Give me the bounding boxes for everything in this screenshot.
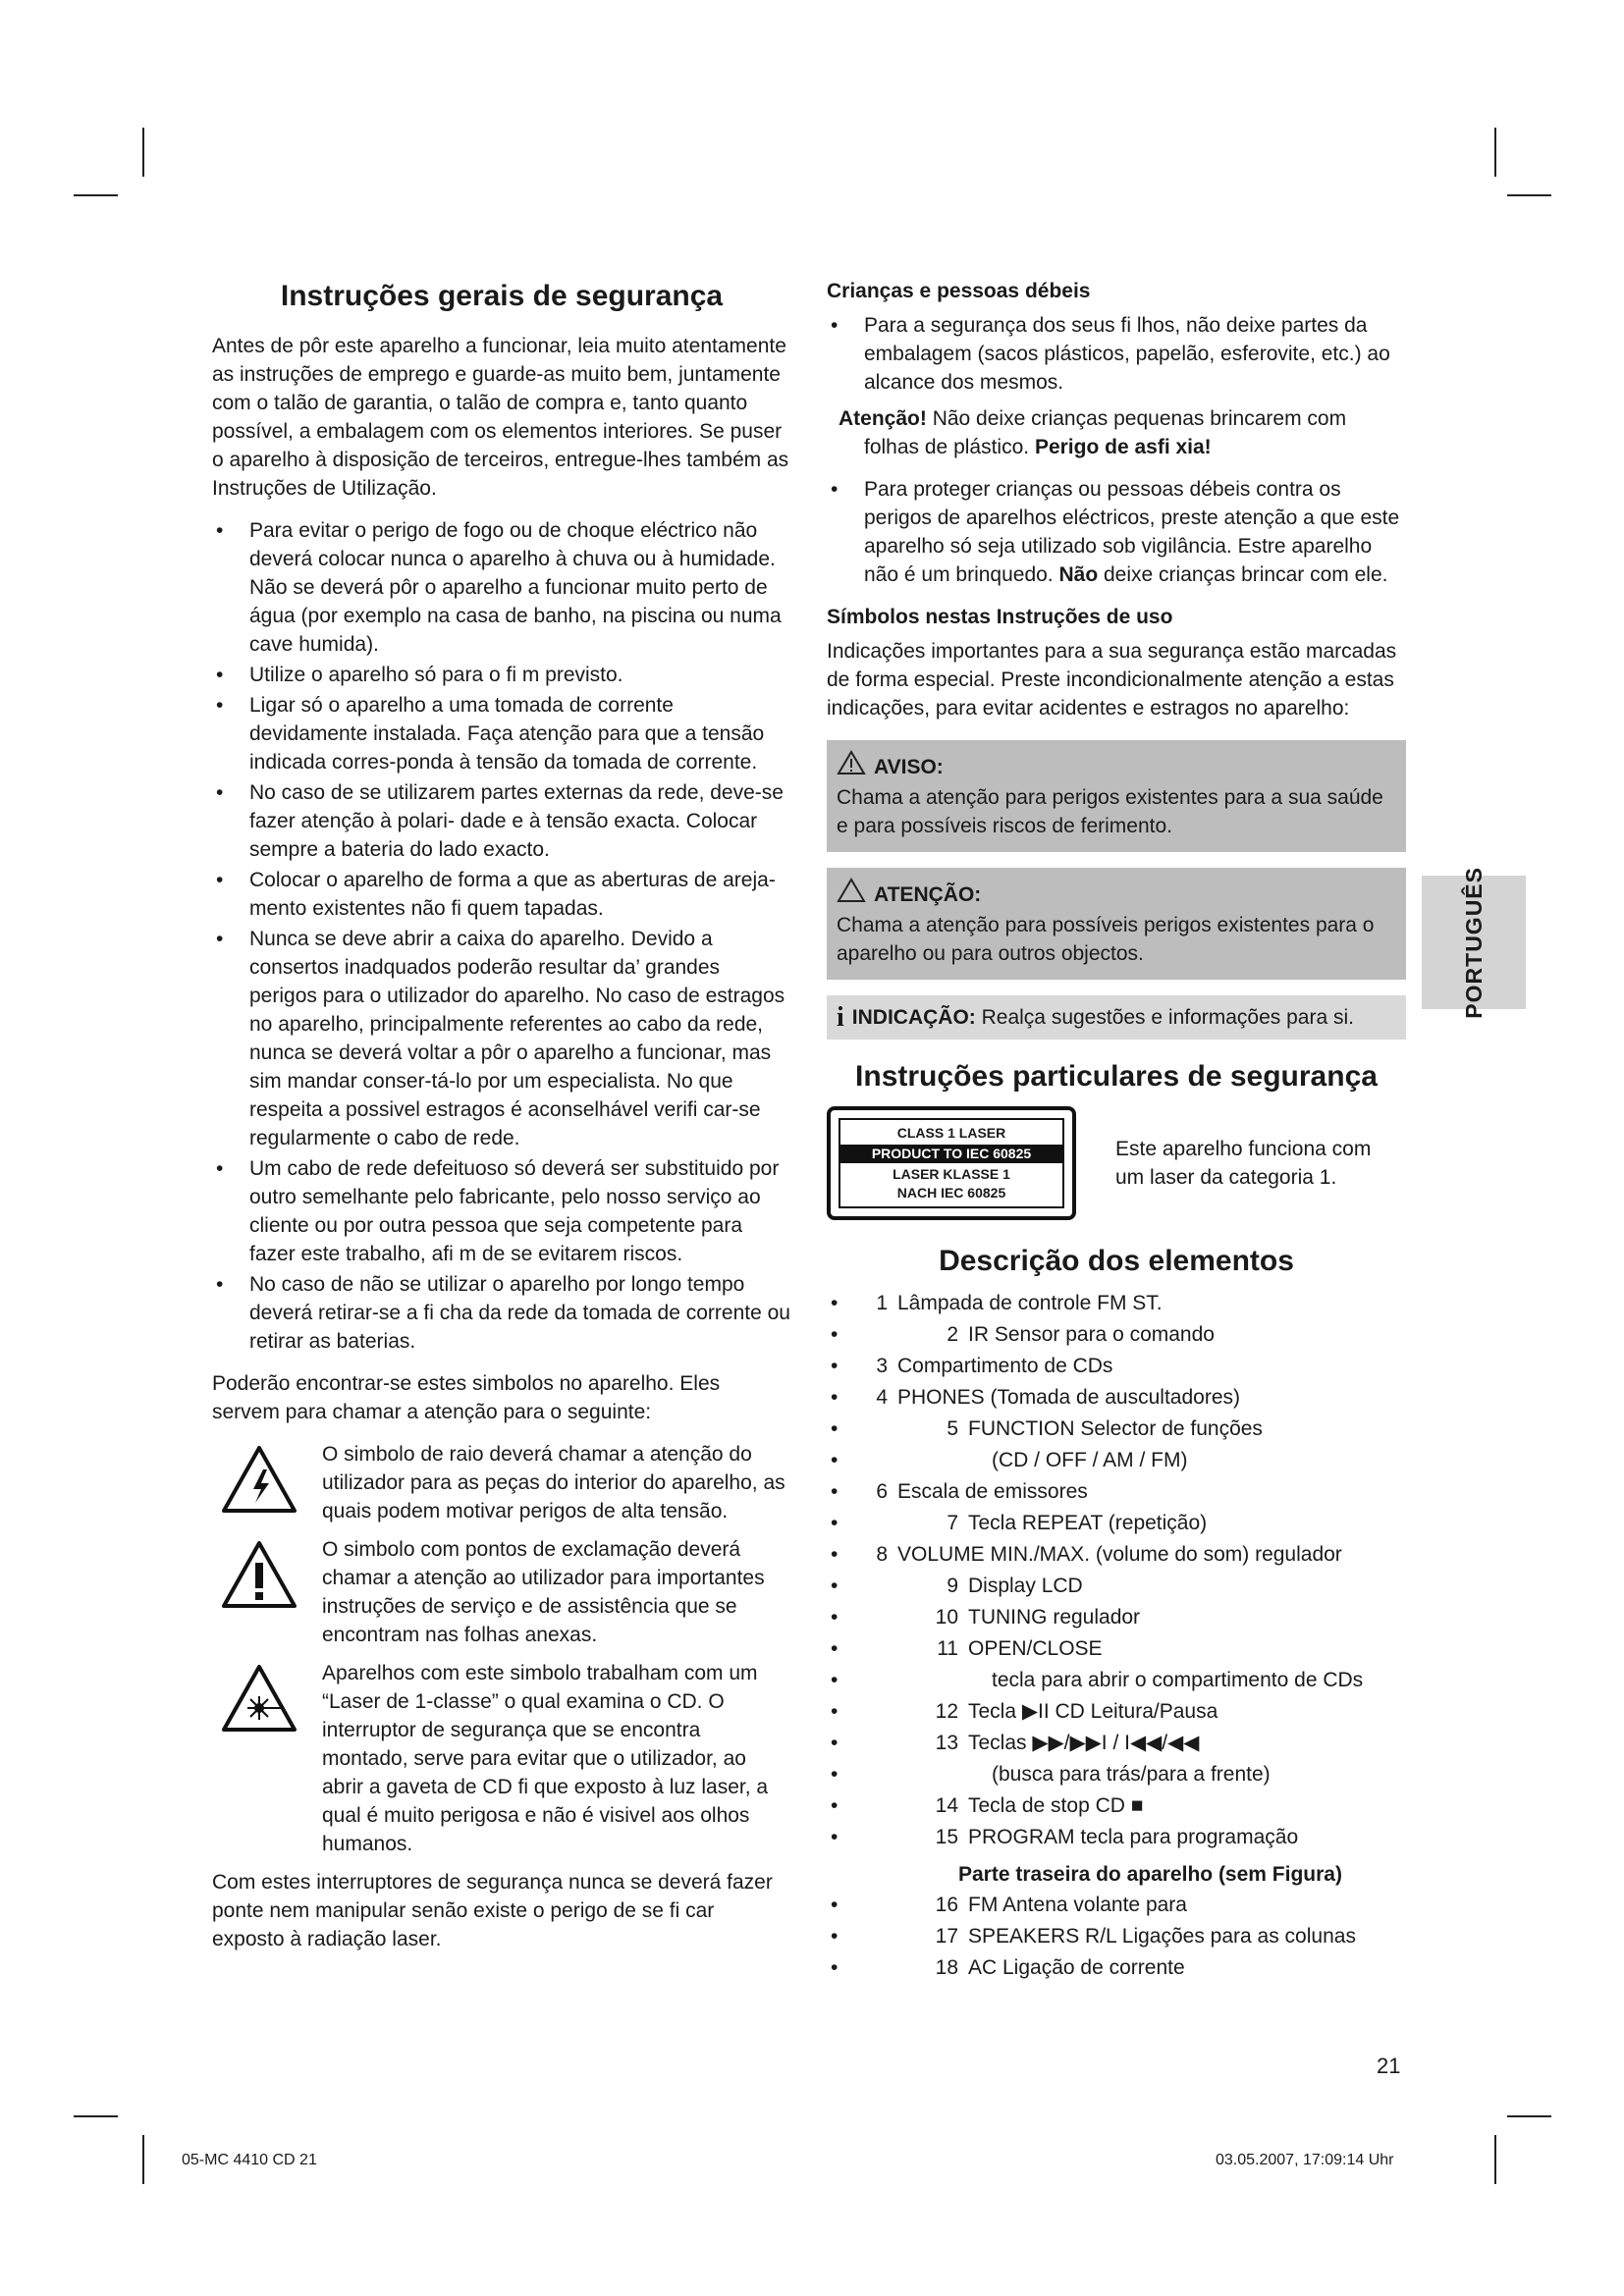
item-text: • tecla para abrir o compartimento de CDs xyxy=(992,1669,1364,1691)
aviso-label: AVISO: xyxy=(874,755,944,778)
particular-safety-title: Instruções particulares de segurança xyxy=(855,1060,1378,1093)
item-number: • 7 xyxy=(947,1512,958,1534)
crop-mark xyxy=(142,2135,144,2184)
indicacao-label: INDICAÇÃO: xyxy=(851,1006,976,1029)
laser-row xyxy=(827,1106,1406,1220)
item-text: Tecla REPEAT (repetição) xyxy=(968,1512,1208,1534)
item-number: • 10 xyxy=(935,1606,958,1629)
list-item xyxy=(827,1603,1406,1632)
item-text: • (busca para trás/para a frente) xyxy=(992,1763,1271,1786)
crop-mark xyxy=(1507,2115,1551,2117)
footer-right: 03.05.2007, 17:09:14 Uhr xyxy=(1216,2152,1394,2168)
list-item xyxy=(827,1415,1406,1444)
crop-mark xyxy=(1507,194,1551,196)
indicacao-line xyxy=(852,1003,1354,1032)
bullet-text: deixe crianças brincar com ele. xyxy=(1098,563,1388,586)
crop-mark xyxy=(1494,128,1496,177)
laser-warning-icon xyxy=(212,1659,306,1858)
list-item: • Nunca se deve abrir a caixa do aparelho. Devido a consertos inadquados poderão resultar da’ grandes perigos para o utilizador do aparelho. No caso de estragos no aparelho, principalmente referentes ao cabo da rede, nunca se deverá voltar a pôr o aparelho a funcionar, mas sim mandar conser-tá-lo por um especialista. No que respeita a possivel estragos é aconselhável verifi car-se regularmente o cabo de rede. xyxy=(212,925,791,1152)
list-item: • Para evitar o perigo de fogo ou de choque eléctrico não deverá colocar nunca o aparelho à chuva ou à humidade. Não se deverá pôr o aparelho a funcionar muito perto de água (por exemplo na casa de banho, na piscina ou numa cave humida). xyxy=(212,516,791,659)
item-number: • 6 xyxy=(876,1480,888,1503)
list-item xyxy=(827,1509,1406,1538)
crop-mark xyxy=(74,2115,118,2117)
list-item xyxy=(827,1729,1406,1758)
item-text: FM Antena volante para xyxy=(968,1894,1187,1916)
item-text: Tecla de stop CD ■ xyxy=(968,1794,1144,1817)
list-item xyxy=(827,1572,1406,1601)
list-item xyxy=(827,1953,1406,1983)
list-item xyxy=(827,1760,1406,1789)
attention-paragraph xyxy=(827,404,1406,461)
item-text: VOLUME MIN./MAX. (volume do som) regulador xyxy=(897,1543,1342,1566)
symbol-description: O simbolo de raio deverá chamar a atenção do utilizador para as peças do interior do aparelho, as quais podem motivar perigos de alta tensão. xyxy=(322,1443,785,1522)
item-text: Tecla ▶II CD Leitura/Pausa xyxy=(968,1700,1218,1723)
lightning-warning-icon xyxy=(212,1440,306,1525)
list-item xyxy=(827,1634,1406,1664)
indicacao-box xyxy=(827,995,1406,1040)
rear-heading: Parte traseira do aparelho (sem Figura) xyxy=(958,1863,1342,1886)
children-bullet-list xyxy=(827,475,1406,589)
crop-mark xyxy=(142,128,144,177)
children-heading: Crianças e pessoas débeis xyxy=(827,280,1091,302)
symbol-row xyxy=(212,1659,791,1858)
item-text: Compartimento de CDs xyxy=(897,1355,1113,1377)
aviso-text: Chama a atenção para perigos existentes para a sua saúde e para possíveis riscos de ferimento. xyxy=(837,786,1383,837)
item-text: TUNING regulador xyxy=(968,1606,1141,1629)
elements-list xyxy=(827,1289,1406,1852)
item-text: OPEN/CLOSE xyxy=(968,1637,1103,1660)
atencao-label: ATENÇÃO: xyxy=(874,882,982,906)
list-item: • Colocar o aparelho de forma a que as aberturas de areja-mento existentes não fi quem tapadas. xyxy=(212,866,791,923)
attention-bold: Perigo de asfi xia! xyxy=(1034,436,1212,458)
indicacao-text: Realça sugestões e informações para si. xyxy=(975,1006,1354,1029)
item-text: Display LCD xyxy=(968,1575,1083,1597)
item-number: • 13 xyxy=(935,1732,958,1754)
laser-label-line: NACH IEC 60825 xyxy=(896,1185,1006,1201)
list-item xyxy=(827,1891,1406,1920)
item-number: • 11 xyxy=(937,1637,958,1660)
crop-mark xyxy=(1494,2135,1496,2184)
item-number xyxy=(958,1446,982,1475)
item-number xyxy=(958,1666,982,1695)
rear-elements-list xyxy=(827,1891,1406,1983)
list-item xyxy=(827,475,1406,589)
laser-text: Este aparelho funciona com um laser da categoria 1. xyxy=(1115,1138,1372,1189)
item-text: • (CD / OFF / AM / FM) xyxy=(992,1449,1188,1471)
item-number: • 3 xyxy=(876,1355,888,1377)
info-icon: i xyxy=(837,1002,844,1033)
list-item xyxy=(827,1540,1406,1570)
list-item: • Para a segurança dos seus fi lhos, não deixe partes da embalagem (sacos plásticos, papelão, esferovite, etc.) ao alcance dos mesmos. xyxy=(827,311,1406,397)
warning-triangle-icon xyxy=(837,878,866,911)
safety-bullet-list xyxy=(212,516,791,1356)
item-text: SPEAKERS R/L Ligações para as colunas xyxy=(968,1925,1356,1948)
list-item xyxy=(827,1383,1406,1413)
atencao-text: Chama a atenção para possíveis perigos existentes para o aparelho ou para outros objectos. xyxy=(837,914,1375,965)
list-item xyxy=(827,1791,1406,1821)
attention-label: Atenção! xyxy=(839,407,927,430)
item-text: IR Sensor para o comando xyxy=(968,1323,1215,1346)
aviso-header xyxy=(837,750,1396,783)
elements-title: Descrição dos elementos xyxy=(939,1245,1294,1277)
symbol-description: O simbolo com pontos de exclamação deverá chamar a atenção ao utilizador para importantes instruções de serviço e de assistência que se encontram nas folhas anexas. xyxy=(322,1538,765,1646)
list-item xyxy=(827,1666,1406,1695)
footer-left: 05-MC 4410 CD 21 xyxy=(182,2152,317,2168)
symbol-description: Aparelhos com este simbolo trabalham com um “Laser de 1-classe” o qual examina o CD. O interruptor de segurança que se encontra montado, serve para evitar que o utilizador, ao abrir a gaveta de CD fi que exposto à luz laser, a qual é muito perigosa e não é visivel aos olhos humanos. xyxy=(322,1662,769,1855)
bullet-bold: Não xyxy=(1058,563,1099,586)
item-number: • 14 xyxy=(935,1794,958,1817)
children-bullet-list xyxy=(827,311,1406,397)
list-item: • Utilize o aparelho só para o fi m previsto. xyxy=(212,661,791,689)
list-item xyxy=(827,1823,1406,1852)
item-text: Teclas ▶▶/▶▶I / I◀◀/◀◀ xyxy=(968,1732,1200,1754)
attention-text: Não deixe crianças pequenas brincarem com folhas de plástico. xyxy=(864,407,1347,458)
item-number: • 1 xyxy=(876,1292,888,1314)
symbol-row xyxy=(212,1535,791,1649)
item-text: FUNCTION Selector de funções xyxy=(968,1417,1263,1440)
symbols-paragraph: Indicações importantes para a sua segurança estão marcadas de forma especial. Preste incondicionalmente atenção a estas indicações, para evitar acidentes e estragos no aparelho: xyxy=(827,640,1397,720)
list-item xyxy=(827,1289,1406,1318)
item-number xyxy=(958,1760,982,1789)
closing-paragraph: Com estes interruptores de segurança nunca se deverá fazer ponte nem manipular senão existe o perigo de se fi car exposto à radiação laser. xyxy=(212,1871,773,1950)
item-number: • 2 xyxy=(947,1323,958,1346)
language-label: PORTUGUÊS xyxy=(1460,866,1487,1019)
list-item: • No caso de não se utilizar o aparelho por longo tempo deverá retirar-se a fi cha da rede da tomada de corrente ou retirar as baterias. xyxy=(212,1270,791,1356)
item-number: • 9 xyxy=(947,1575,958,1597)
list-item xyxy=(827,1697,1406,1727)
list-item xyxy=(827,1446,1406,1475)
list-item xyxy=(827,1922,1406,1951)
crop-mark xyxy=(74,194,118,196)
list-item: • Ligar só o aparelho a uma tomada de corrente devidamente instalada. Faça atenção para que a tensão indicada corres-ponda à tensão da tomada de corrente. xyxy=(212,691,791,776)
exclamation-warning-icon xyxy=(212,1535,306,1649)
language-side-tab xyxy=(1422,866,1526,1019)
item-number: • 4 xyxy=(876,1386,888,1409)
item-number: • 12 xyxy=(935,1700,958,1723)
left-column xyxy=(212,277,791,1967)
bullet-text: Para proteger crianças ou pessoas débeis contra os perigos de aparelhos eléctricos, preste atenção a que este aparelho só seja utilizado sob vigilância. Estre aparelho não é um brinquedo. xyxy=(864,478,1400,586)
symbols-heading: Símbolos nestas Instruções de uso xyxy=(827,606,1173,628)
symbols-intro: Poderão encontrar-se estes simbolos no aparelho. Eles servem para chamar a atenção para o seguinte: xyxy=(212,1372,721,1423)
laser-label-inner xyxy=(839,1118,1064,1208)
laser-label-line: PRODUCT TO IEC 60825 xyxy=(840,1145,1062,1163)
page-number: 21 xyxy=(1377,2054,1401,2078)
warning-triangle-icon xyxy=(837,750,866,783)
laser-class-label xyxy=(827,1106,1076,1220)
item-text: PROGRAM tecla para programação xyxy=(968,1826,1299,1848)
laser-label-line: LASER KLASSE 1 xyxy=(893,1166,1010,1182)
item-number: • 5 xyxy=(947,1417,958,1440)
item-text: PHONES (Tomada de auscultadores) xyxy=(897,1386,1240,1409)
item-number: • 17 xyxy=(935,1925,958,1948)
list-item xyxy=(827,1320,1406,1350)
list-item xyxy=(827,1352,1406,1381)
item-text: Escala de emissores xyxy=(897,1480,1088,1503)
item-number: • 18 xyxy=(935,1956,958,1979)
right-column xyxy=(827,277,1406,1985)
item-number: • 15 xyxy=(935,1826,958,1848)
aviso-box xyxy=(827,740,1406,852)
list-item: • No caso de se utilizarem partes externas da rede, deve-se fazer atenção à polari- dade e à tensão exacta. Colocar sempre a bateria do lado exacto. xyxy=(212,778,791,864)
laser-label-line: CLASS 1 LASER xyxy=(896,1125,1006,1141)
atencao-box xyxy=(827,868,1406,980)
item-number: • 16 xyxy=(935,1894,958,1916)
list-item: • Um cabo de rede defeituoso só deverá ser substituido por outro semelhante pelo fabricante, pelo nosso serviço ao cliente ou por outra pessoa que seja competente para fazer este trabalho, afi m de se evitarem riscos. xyxy=(212,1154,791,1268)
symbol-row xyxy=(212,1440,791,1525)
list-item xyxy=(827,1477,1406,1507)
intro-paragraph: Antes de pôr este aparelho a funcionar, leia muito atentamente as instruções de emprego e guarde-as muito bem, juntamente com o talão de garantia, o talão de compra e, tanto quanto possível, a embalagem com os elementos interiores. Se puser o aparelho à disposição de terceiros, entregue-lhes também as Instruções de Utilização. xyxy=(212,335,789,500)
atencao-header xyxy=(837,878,1396,911)
item-number: • 8 xyxy=(876,1543,888,1566)
item-text: Lâmpada de controle FM ST. xyxy=(897,1292,1163,1314)
item-text: AC Ligação de corrente xyxy=(968,1956,1185,1979)
general-safety-title: Instruções gerais de segurança xyxy=(280,280,724,312)
